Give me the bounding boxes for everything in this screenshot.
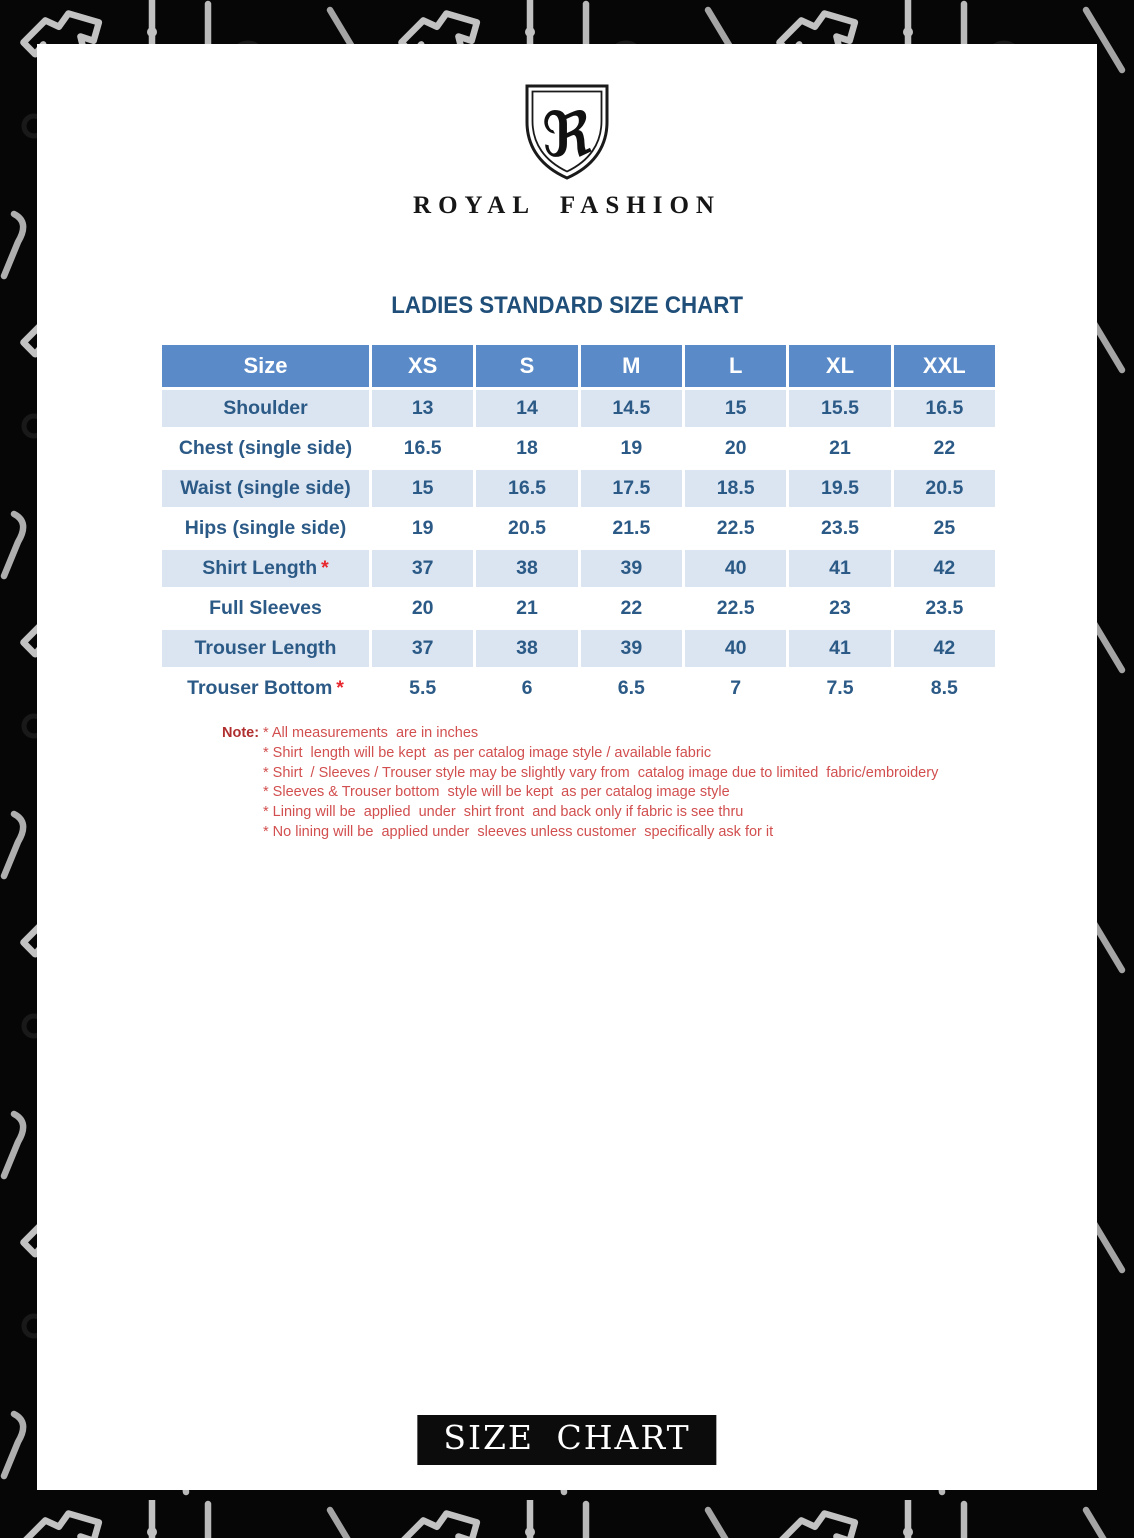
size-value-cell: 17.5 [581, 470, 682, 507]
size-value-cell: 37 [372, 630, 473, 667]
header-cell-s: S [476, 345, 577, 387]
row-label: Trouser Length [162, 630, 369, 667]
header-cell-size: Size [162, 345, 369, 387]
size-value-cell: 38 [476, 630, 577, 667]
size-value-cell: 23.5 [894, 590, 995, 627]
brand-name: ROYAL FASHION [413, 192, 721, 219]
note-item: * All measurements are in inches [263, 725, 479, 741]
size-value-cell: 40 [685, 630, 786, 667]
size-value-cell: 23.5 [789, 510, 890, 547]
asterisk: * [336, 677, 344, 699]
size-value-cell: 19 [372, 510, 473, 547]
size-value-cell: 15.5 [789, 390, 890, 427]
size-value-cell: 18 [476, 430, 577, 467]
document-page [37, 44, 1097, 1490]
row-label: Waist (single side) [162, 470, 369, 507]
row-label: Shoulder [162, 390, 369, 427]
size-value-cell: 13 [372, 390, 473, 427]
row-label: Shirt Length * [162, 550, 369, 587]
note-item: * Shirt length will be kept as per catalog image style / available fabric [263, 744, 712, 761]
size-value-cell: 21.5 [581, 510, 682, 547]
page-title [37, 284, 1097, 321]
note-item: * Lining will be applied under shirt front and back only if fabric is see thru [263, 804, 744, 821]
size-value-cell: 20.5 [476, 510, 577, 547]
header-cell-xs: XS [372, 345, 473, 387]
note-item: * No lining will be applied under sleeves unless customer specifically ask for it [263, 823, 774, 840]
size-value-cell: 22 [581, 590, 682, 627]
size-value-cell: 16.5 [894, 390, 995, 427]
size-value-cell: 7.5 [789, 670, 890, 707]
size-value-cell: 37 [372, 550, 473, 587]
size-value-cell: 14.5 [581, 390, 682, 427]
shield-monogram-icon [523, 82, 611, 182]
size-value-cell: 42 [894, 550, 995, 587]
size-value-cell: 21 [789, 430, 890, 467]
size-value-cell: 42 [894, 630, 995, 667]
header-cell-xxl: XXL [894, 345, 995, 387]
size-value-cell: 40 [685, 550, 786, 587]
size-value-cell: 15 [372, 470, 473, 507]
size-value-cell: 39 [581, 550, 682, 587]
size-value-cell: 20 [372, 590, 473, 627]
size-value-cell: 16.5 [476, 470, 577, 507]
row-label: Full Sleeves [162, 590, 369, 627]
notes-section [222, 724, 938, 843]
size-value-cell: 6 [476, 670, 577, 707]
page-title-text: LADIES STANDARD SIZE CHART [391, 292, 743, 319]
note-item: * Sleeves & Trouser bottom style will be kept as per catalog image style [263, 784, 730, 801]
size-value-cell: 22 [894, 430, 995, 467]
size-value-cell: 41 [789, 550, 890, 587]
header-cell-l: L [685, 345, 786, 387]
size-value-cell: 20.5 [894, 470, 995, 507]
size-chart-banner [417, 1415, 716, 1465]
size-value-cell: 7 [685, 670, 786, 707]
size-value-cell: 20 [685, 430, 786, 467]
asterisk: * [321, 557, 329, 579]
size-value-cell: 39 [581, 630, 682, 667]
size-value-cell: 6.5 [581, 670, 682, 707]
size-value-cell: 25 [894, 510, 995, 547]
monogram-letter: ℜ [541, 98, 593, 171]
header-cell-xl: XL [789, 345, 890, 387]
size-value-cell: 38 [476, 550, 577, 587]
size-value-cell: 14 [476, 390, 577, 427]
size-chart-banner-text: SIZE CHART [443, 1418, 691, 1457]
size-value-cell: 19 [581, 430, 682, 467]
size-value-cell: 41 [789, 630, 890, 667]
brand-logo [37, 82, 1097, 220]
note-label: Note: [222, 725, 260, 741]
size-table [162, 345, 995, 707]
size-value-cell: 22.5 [685, 590, 786, 627]
size-value-cell: 21 [476, 590, 577, 627]
size-value-cell: 16.5 [372, 430, 473, 467]
size-value-cell: 8.5 [894, 670, 995, 707]
row-label: Hips (single side) [162, 510, 369, 547]
note-item: * Shirt / Sleeves / Trouser style may be slightly vary from catalog image due to limited fabric/embroidery [263, 764, 939, 781]
size-value-cell: 19.5 [789, 470, 890, 507]
size-value-cell: 22.5 [685, 510, 786, 547]
size-value-cell: 18.5 [685, 470, 786, 507]
row-label: Trouser Bottom * [162, 670, 369, 707]
header-cell-m: M [581, 345, 682, 387]
row-label: Chest (single side) [162, 430, 369, 467]
size-value-cell: 5.5 [372, 670, 473, 707]
size-value-cell: 23 [789, 590, 890, 627]
size-value-cell: 15 [685, 390, 786, 427]
